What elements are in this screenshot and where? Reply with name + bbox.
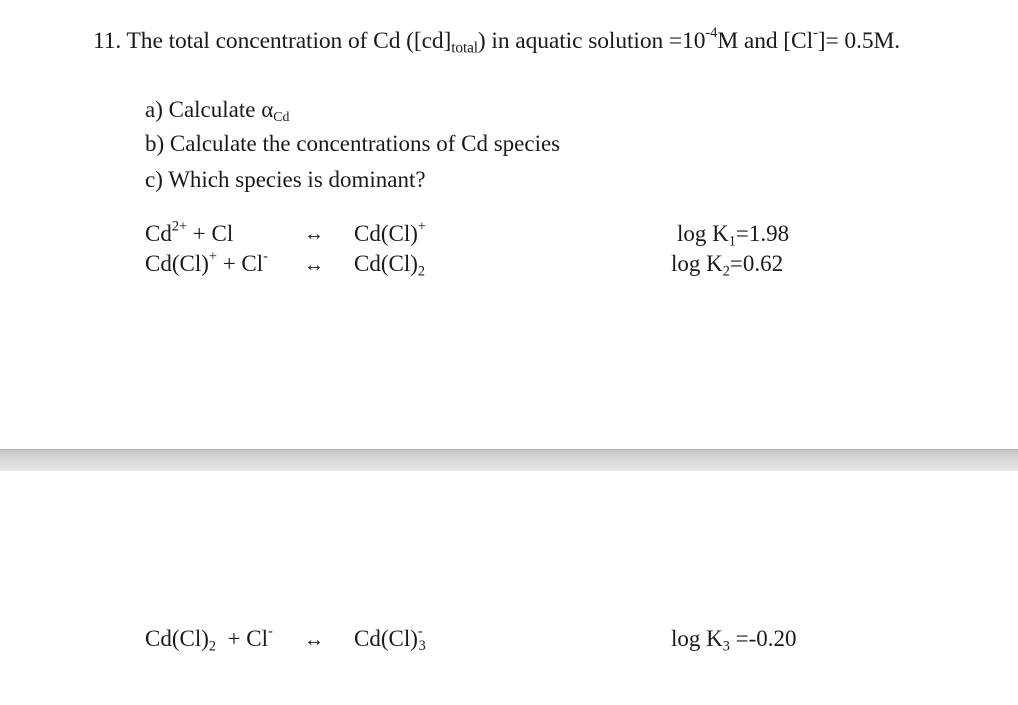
title-part-2: ) in aquatic solution =10: [477, 28, 706, 54]
eq3-product-formula: Cd(Cl): [354, 626, 418, 651]
eq2-cl-charge: -: [263, 248, 268, 265]
equation-1-constant: [677, 221, 790, 250]
eq2-cdcl: Cd(Cl): [145, 251, 209, 276]
eq2-cdcl-charge: +: [208, 248, 217, 265]
eq3-cdcl2-sub: 2: [208, 638, 217, 655]
eq3-cl: + Cl: [216, 626, 268, 651]
equation-2-product: [354, 251, 426, 280]
part-c: c) Which species is dominant?: [145, 167, 426, 192]
part-a: [145, 97, 289, 123]
eq2-k-value: =0.62: [729, 251, 784, 276]
equation-2-constant: [671, 251, 784, 280]
eq1-cd-charge: 2+: [171, 218, 188, 235]
equation-3-product: [354, 623, 426, 655]
alpha-subscript: Cd: [273, 109, 290, 125]
part-b: b) Calculate the concentrations of Cd species: [145, 131, 561, 156]
eq2-k-sub: 2: [722, 263, 730, 280]
title-part-3: M and [Cl: [717, 28, 814, 54]
eq1-product-charge: +: [417, 218, 426, 235]
equation-2-arrow: ↔: [304, 254, 324, 276]
equation-1-arrow: ↔: [304, 223, 324, 245]
eq3-k-sub: 3: [722, 638, 730, 655]
total-subscript: total: [451, 39, 478, 57]
question-title: [93, 25, 901, 57]
equation-3-constant: [671, 626, 797, 655]
page-divider: [0, 449, 1018, 471]
part-a-text: a) Calculate α: [145, 97, 274, 122]
eq1-k-sub: 1: [728, 233, 736, 250]
title-part-1: 11. The total concentration of Cd ([cd]: [93, 28, 452, 54]
equation-1-reactants: [145, 218, 234, 247]
eq3-cdcl2: Cd(Cl): [145, 626, 209, 651]
equation-2-reactants: [145, 248, 268, 277]
equation-3-reactants: [145, 623, 273, 655]
eq3-product-charge: -: [417, 623, 423, 640]
title-part-4: ]= 0.5M.: [817, 28, 901, 54]
eq2-product-sub: 2: [417, 263, 426, 280]
eq3-k-label: log K: [671, 626, 723, 651]
exponent: -4: [705, 25, 718, 42]
eq3-cl-charge: -: [267, 623, 273, 640]
eq1-k-value: =1.98: [735, 221, 790, 246]
eq3-product-sub: 3: [418, 638, 426, 655]
chloride-charge: -: [813, 25, 818, 42]
eq3-k-value: =-0.20: [729, 626, 797, 651]
eq1-product-formula: Cd(Cl): [354, 221, 418, 246]
equation-1-product: [354, 218, 426, 247]
eq1-cl: + Cl: [187, 221, 234, 246]
eq1-cd: Cd: [145, 221, 172, 246]
eq2-product-formula: Cd(Cl): [354, 251, 418, 276]
eq2-k-label: log K: [671, 251, 723, 276]
eq2-cl: + Cl: [216, 251, 264, 276]
equation-3-arrow: ↔: [304, 629, 324, 651]
eq1-k-label: log K: [677, 221, 729, 246]
